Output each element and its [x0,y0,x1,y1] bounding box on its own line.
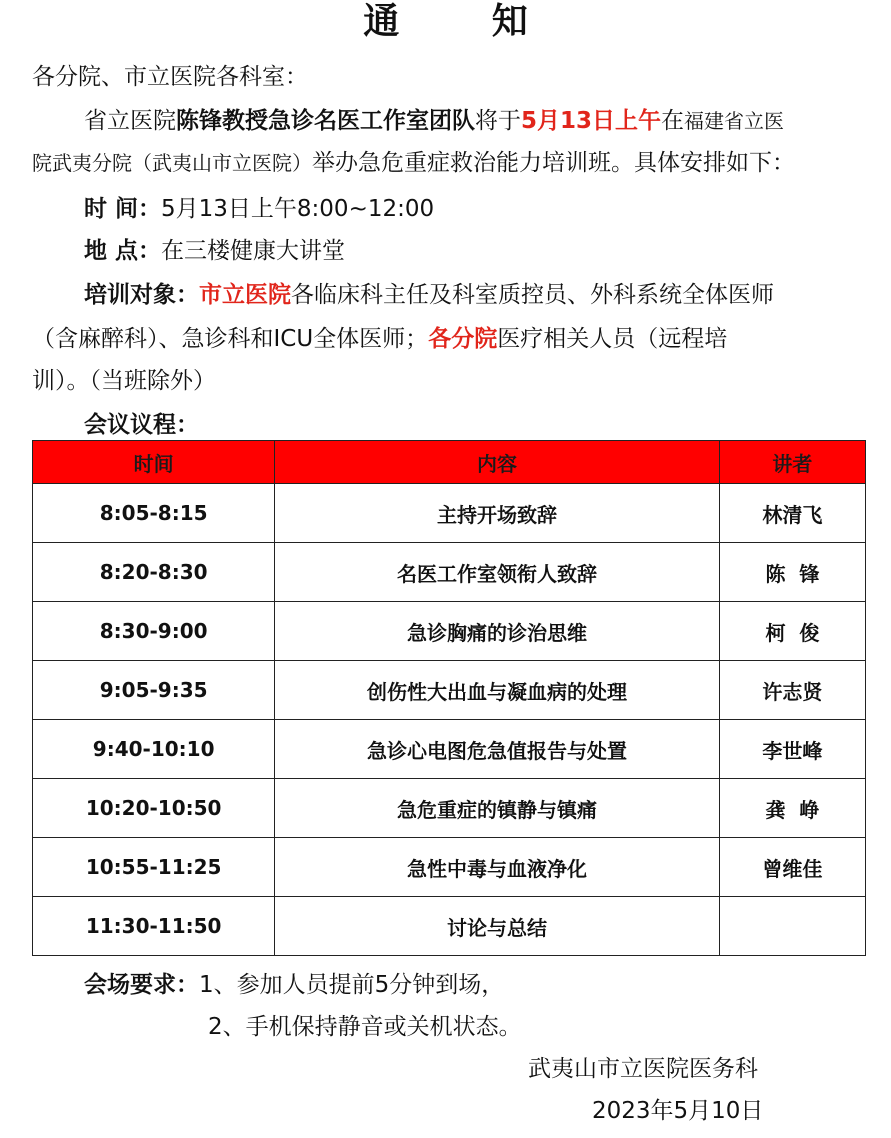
salutation: 各分院、市立医院各科室： [32,64,308,90]
audience-line-3 [32,366,216,396]
place-value: 在三楼健康大讲堂 [161,238,346,264]
table-row [33,602,866,661]
header-time: 时间 [33,441,275,484]
requirements-line-1 [84,970,504,1000]
audience-line-1 [84,280,774,310]
time-value: 5月13日上午8:00~12:00 [161,196,435,222]
cell-speaker: 曾维佳 [719,838,865,897]
intro-text: 举办急危重症救治能力培训班。具体安排如下： [312,150,795,176]
cell-speaker: 龚 峥 [719,779,865,838]
cell-speaker [719,897,865,956]
cell-time: 9:40-10:10 [33,720,275,779]
team-name: 陈锋教授急诊名医工作室团队 [176,108,475,134]
cell-content: 创伤性大出血与凝血病的处理 [275,661,720,720]
audience-text: 训）。（当班除外） [32,368,216,394]
cell-content: 急性中毒与血液净化 [275,838,720,897]
venue-text: 福建省立医 [684,109,785,133]
cell-content: 名医工作室领衔人致辞 [275,543,720,602]
requirement-item: 2、手机保持静音或关机状态。 [208,1014,522,1040]
page-title: 通 知 [363,1,568,42]
cell-time: 8:20-8:30 [33,543,275,602]
requirement-item: 1、参加人员提前5分钟到场， [199,972,505,998]
cell-content: 主持开场致辞 [275,484,720,543]
agenda-label: 会议议程： [84,412,199,438]
cell-content: 讨论与总结 [275,897,720,956]
audience-text: 各临床科主任及科室质控员、外科系统全体医师 [291,282,774,308]
audience-line-2 [32,324,727,354]
requirements-line-2 [208,1012,522,1042]
signature: 武夷山市立医院医务科 [528,1056,758,1082]
audience-text: 医疗相关人员（远程培 [497,326,728,352]
table-row [33,661,866,720]
place-row [84,236,345,266]
intro-text: 在 [661,108,685,134]
issue-date: 2023年5月10日 [592,1098,764,1124]
time-row [84,194,434,224]
table-row [33,838,866,897]
table-row [33,897,866,956]
cell-time: 11:30-11:50 [33,897,275,956]
table-row [33,543,866,602]
time-label: 时 间： [84,196,162,222]
audience-text: （含麻醉科）、急诊科和ICU全体医师； [32,326,429,352]
cell-speaker: 柯 俊 [719,602,865,661]
requirements-label: 会场要求： [84,972,199,998]
venue-text: 院武夷分院（武夷山市立医院） [32,151,312,175]
table-row [33,720,866,779]
intro-line-1 [84,106,784,136]
intro-text: 省立医院 [84,108,176,134]
cell-content: 急诊心电图危急值报告与处置 [275,720,720,779]
cell-time: 10:20-10:50 [33,779,275,838]
table-row [33,484,866,543]
table-header-row [33,441,866,484]
cell-time: 10:55-11:25 [33,838,275,897]
cell-content: 急危重症的镇静与镇痛 [275,779,720,838]
audience-highlight: 市立医院 [199,282,291,308]
audience-highlight: 各分院 [428,326,498,352]
cell-speaker: 李世峰 [719,720,865,779]
cell-content: 急诊胸痛的诊治思维 [275,602,720,661]
cell-speaker: 许志贤 [719,661,865,720]
header-content: 内容 [275,441,720,484]
cell-time: 8:30-9:00 [33,602,275,661]
table-row [33,779,866,838]
cell-speaker: 陈 锋 [719,543,865,602]
cell-time: 9:05-9:35 [33,661,275,720]
event-date: 5月13日上午 [521,108,662,134]
header-speaker: 讲者 [719,441,865,484]
place-label: 地 点： [84,238,162,264]
agenda-table [32,440,866,956]
intro-text: 将于 [475,108,521,134]
audience-label: 培训对象： [84,282,199,308]
intro-line-2 [32,148,795,178]
cell-time: 8:05-8:15 [33,484,275,543]
cell-speaker: 林清飞 [719,484,865,543]
